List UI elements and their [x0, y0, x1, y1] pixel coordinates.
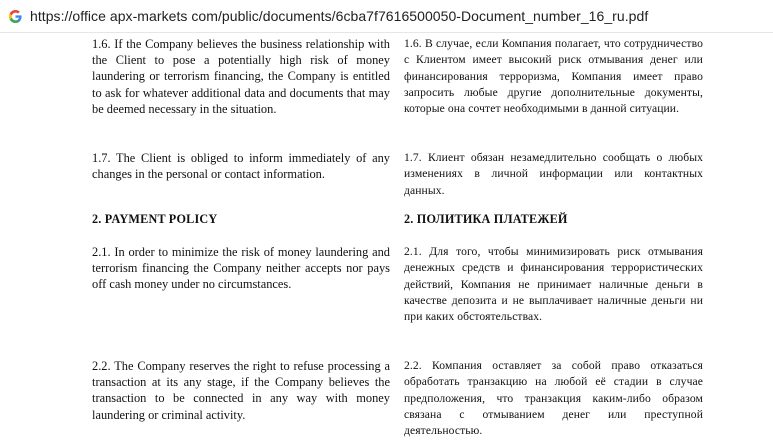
ru-paragraph-1-6: 1.6. В случае, если Компания полагает, что сотрудничество с Клиентом имеет высокий риск отмывания денег или финансирования терроризма, Компания имеет право запросить любые другие дополнительные документы, которые она сочтет необходимыми в данной ситуации. — [404, 37, 703, 116]
ru-heading-payment-policy: 2. ПОЛИТИКА ПЛАТЕЖЕЙ — [404, 212, 568, 226]
en-paragraph-1-6: 1.6. If the Company believes the business relationship with the Client to pose a potentially high risk of money laundering or terrorism financing, the Company is entitled to ask for whatever additional data and documents that may be deemed necessary in the situation. — [92, 37, 390, 116]
pdf-document — [0, 32, 773, 443]
url-text[interactable]: https://office apx-markets com/public/documents/6cba7f7616500050-Document_number_16_ru.pdf — [30, 8, 649, 24]
ru-paragraph-1-7: 1.7. Клиент обязан незамедлительно сообщать о любых изменениях в личной информации или контактных данных. — [404, 151, 703, 197]
ru-paragraph-2-1: 2.1. Для того, чтобы минимизировать риск отмывания денежных средств и финансирования террористических действий, Компания не принимает наличные деньги в качестве депозита и не выплачивает наличные деньги ни при каких обстоятельствах. — [404, 245, 703, 324]
en-paragraph-2-1: 2.1. In order to minimize the risk of money laundering and terrorism financing the Company neither accepts nor pays off cash money under no circumstances. — [92, 245, 390, 292]
en-heading-payment-policy: 2. PAYMENT POLICY — [92, 212, 218, 226]
address-bar[interactable] — [0, 0, 773, 33]
en-paragraph-2-2: 2.2. The Company reserves the right to refuse processing a transaction at its any stage, if the Company believes the transaction to be connected in any way with money laundering or criminal activity. — [92, 359, 390, 422]
google-g-icon — [8, 9, 22, 23]
en-paragraph-1-7: 1.7. The Client is obliged to inform immediately of any changes in the personal or contact information. — [92, 151, 390, 182]
ru-paragraph-2-2: 2.2. Компания оставляет за собой право отказаться обработать транзакцию на любой её стадии в случае предположения, что транзакция каким-либо образом связана с отмыванием денег или преступной деятельностью. — [404, 359, 703, 438]
